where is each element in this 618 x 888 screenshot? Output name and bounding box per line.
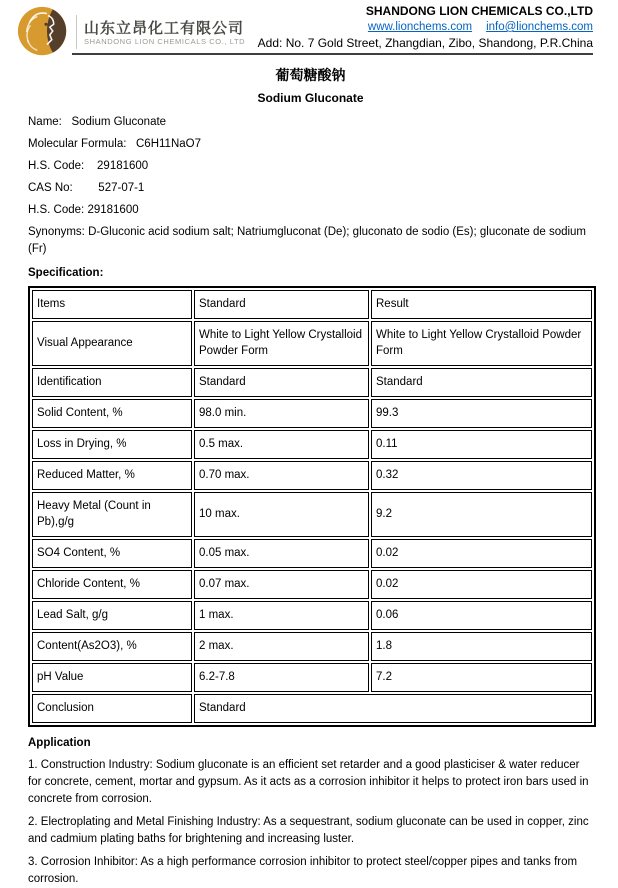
table-cell: Standard bbox=[194, 694, 592, 723]
table-cell: 0.05 max. bbox=[194, 539, 369, 568]
table-cell: 0.02 bbox=[371, 539, 592, 568]
table-cell: 0.5 max. bbox=[194, 430, 369, 459]
table-cell: SO4 Content, % bbox=[32, 539, 192, 568]
logo-company-name-cn: 山东立昂化工有限公司 bbox=[84, 19, 245, 37]
product-fields bbox=[28, 114, 593, 258]
company-name: SHANDONG LION CHEMICALS CO.,LTD bbox=[365, 4, 593, 18]
table-cell: Standard bbox=[194, 368, 369, 397]
table-row bbox=[32, 570, 592, 599]
table-cell: Result bbox=[371, 290, 592, 319]
specification-table bbox=[28, 286, 596, 727]
website-link[interactable]: www.lionchems.com bbox=[367, 21, 473, 33]
table-row bbox=[32, 290, 592, 319]
product-field-line: Molecular Formula: C6H11NaO7 bbox=[28, 138, 201, 150]
specification-heading: Specification: bbox=[28, 267, 104, 279]
table-cell: 0.32 bbox=[371, 461, 592, 490]
logo-divider bbox=[76, 15, 77, 49]
header bbox=[28, 0, 593, 57]
product-title-chinese: 葡萄糖酸钠 bbox=[275, 67, 346, 83]
table-cell: 6.2-7.8 bbox=[194, 663, 369, 692]
application-paragraphs bbox=[28, 757, 593, 888]
table-row bbox=[32, 461, 592, 490]
table-row bbox=[32, 694, 592, 723]
table-cell: 98.0 min. bbox=[194, 399, 369, 428]
table-row bbox=[32, 663, 592, 692]
table-cell: Standard bbox=[194, 290, 369, 319]
email-link[interactable]: info@lionchems.com bbox=[486, 21, 593, 33]
table-cell: 0.70 max. bbox=[194, 461, 369, 490]
application-paragraph: 1. Construction Industry: Sodium gluconate is an efficient set retarder and a good plasticiser & water reducer for concrete, cement, mortar and gypsum. As it acts as a corrosion inhibitor it helps to protect iron bars used in concrete from corrosion. bbox=[28, 759, 589, 805]
table-cell: Identification bbox=[32, 368, 192, 397]
table-cell: 9.2 bbox=[371, 492, 592, 537]
specification-table-body bbox=[32, 290, 592, 723]
table-row bbox=[32, 539, 592, 568]
table-cell: pH Value bbox=[32, 663, 192, 692]
table-cell: 1 max. bbox=[194, 601, 369, 630]
table-cell: Visual Appearance bbox=[32, 321, 192, 366]
table-cell: 0.02 bbox=[371, 570, 592, 599]
logo-text bbox=[84, 18, 245, 47]
table-cell: White to Light Yellow Crystalloid Powder Form bbox=[371, 321, 592, 366]
table-cell: 0.07 max. bbox=[194, 570, 369, 599]
application-heading: Application bbox=[28, 737, 91, 749]
table-row bbox=[32, 430, 592, 459]
table-cell: Lead Salt, g/g bbox=[32, 601, 192, 630]
table-cell: 2 max. bbox=[194, 632, 369, 661]
table-cell: Conclusion bbox=[32, 694, 192, 723]
table-cell: 1.8 bbox=[371, 632, 592, 661]
table-cell: Solid Content, % bbox=[32, 399, 192, 428]
table-cell: Standard bbox=[371, 368, 592, 397]
table-cell: Loss in Drying, % bbox=[32, 430, 192, 459]
table-cell: Content(As2O3), % bbox=[32, 632, 192, 661]
contact-links bbox=[258, 19, 593, 35]
table-row bbox=[32, 632, 592, 661]
table-cell: 10 max. bbox=[194, 492, 369, 537]
table-row bbox=[32, 368, 592, 397]
table-cell: Items bbox=[32, 290, 192, 319]
product-field-line: H.S. Code: 29181600 bbox=[28, 160, 149, 172]
table-cell: 99.3 bbox=[371, 399, 592, 428]
table-cell: 0.11 bbox=[371, 430, 592, 459]
company-logo bbox=[16, 2, 245, 62]
product-field-line: CAS No: 527-07-1 bbox=[28, 182, 145, 194]
table-cell: Chloride Content, % bbox=[32, 570, 192, 599]
header-contact-block bbox=[258, 3, 593, 51]
table-cell: Heavy Metal (Count in Pb),g/g bbox=[32, 492, 192, 537]
table-row bbox=[32, 321, 592, 366]
company-address: Add: No. 7 Gold Street, Zhangdian, Zibo, Shandong, P.R.China bbox=[257, 36, 593, 50]
product-title-english: Sodium Gluconate bbox=[257, 91, 364, 105]
product-field-line: Synonyms: D-Gluconic acid sodium salt; Natriumgluconat (De); gluconato de sodio (Es); gluconate de sodium (Fr) bbox=[28, 226, 590, 255]
lion-logo-icon bbox=[16, 2, 74, 62]
product-field-line: Name: Sodium Gluconate bbox=[28, 116, 167, 128]
table-cell: 0.06 bbox=[371, 601, 592, 630]
table-cell: 7.2 bbox=[371, 663, 592, 692]
product-field-line: H.S. Code: 29181600 bbox=[28, 204, 139, 216]
logo-company-name-en: SHANDONG LION CHEMICALS CO., LTD bbox=[84, 36, 246, 46]
table-row bbox=[32, 492, 592, 537]
table-cell: Reduced Matter, % bbox=[32, 461, 192, 490]
application-paragraph: 3. Corrosion Inhibitor: As a high performance corrosion inhibitor to protect steel/copper pipes and tanks from corrosion. bbox=[28, 856, 578, 885]
application-paragraph: 2. Electroplating and Metal Finishing Industry: As a sequestrant, sodium gluconate can be used in copper, zinc and cadmium plating baths for brightening and increasing luster. bbox=[28, 816, 589, 845]
table-row bbox=[32, 399, 592, 428]
table-row bbox=[32, 601, 592, 630]
table-cell: White to Light Yellow Crystalloid Powder Form bbox=[194, 321, 369, 366]
